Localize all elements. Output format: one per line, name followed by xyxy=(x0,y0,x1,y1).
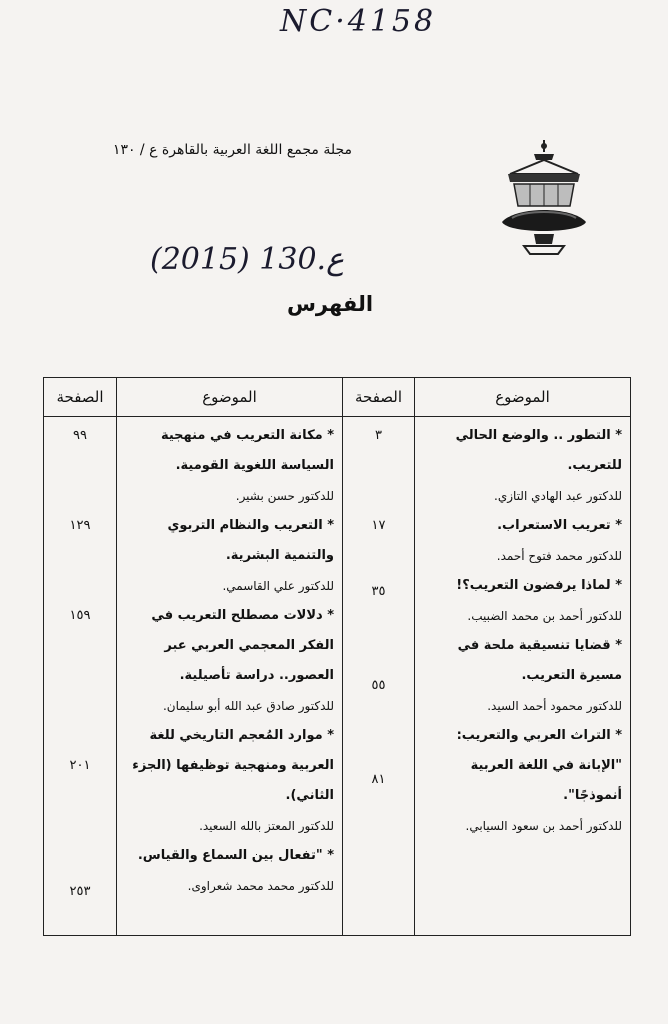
table-header-row xyxy=(44,378,631,417)
entry-title: * "تفعال بين السماع والقياس. xyxy=(137,848,334,863)
entry-author: للدكتور محمود أحمد السيد. xyxy=(487,699,622,713)
entry-title: * التطور .. والوضع الحالي للتعريب. xyxy=(455,428,622,473)
entry-author: للدكتور أحمد بن محمد الضبيب. xyxy=(467,609,622,623)
entry-title: * التعريب والنظام التربوي والتنمية البشرية. xyxy=(167,518,334,563)
entry-author: للدكتور صادق عبد الله أبو سليمان. xyxy=(162,699,334,713)
page-number: ٣ xyxy=(375,428,382,443)
page-number: ٨١ xyxy=(371,772,386,787)
entry-author: للدكتور حسن بشير. xyxy=(235,489,334,503)
toc-entry xyxy=(117,841,342,901)
entry-author: للدكتور عبد الهادي التازي. xyxy=(494,489,622,503)
toc-entry xyxy=(117,601,342,721)
toc-entry xyxy=(415,511,630,571)
page-number: ٢٠١ xyxy=(69,758,91,773)
page-title: الفهرس xyxy=(286,292,374,316)
entry-title: * تعريب الاستعراب. xyxy=(497,518,622,533)
entry-author: للدكتور محمد محمد شعراوى. xyxy=(187,879,334,893)
page-number: ٩٩ xyxy=(73,428,87,443)
toc-entry xyxy=(415,631,630,721)
entry-title: * دلالات مصطلح التعريب في الفكر المعجمي العربي عبر العصور.. دراسة تأصيلية. xyxy=(151,608,334,683)
entry-title: * قضايا تنسيقية ملحة في مسيرة التعريب. xyxy=(457,638,622,683)
toc-entry xyxy=(415,721,630,841)
toc-entry xyxy=(117,417,342,511)
entry-author: للدكتور محمد فتوح أحمد. xyxy=(496,549,622,563)
entry-author: للدكتور المعتز بالله السعيد. xyxy=(199,819,334,833)
handwritten-issue-note: (2015) 130.ع xyxy=(150,242,344,277)
pages-left-cell xyxy=(44,417,117,936)
table-body-row xyxy=(44,417,631,936)
header-topic-right: الموضوع xyxy=(415,378,631,417)
page-number: ٣٥ xyxy=(371,584,386,599)
entry-author: للدكتور علي القاسمي. xyxy=(222,579,334,593)
page-number: ٢٥٣ xyxy=(69,884,91,899)
header-page-left: الصفحة xyxy=(44,378,117,417)
toc-entry xyxy=(415,571,630,631)
header-page-right: الصفحة xyxy=(343,378,415,417)
contents-table xyxy=(43,377,631,936)
entry-title: * التراث العربي والتعريب: "الإبانة في اللغة العربية أنموذجًا". xyxy=(456,728,622,803)
page-number: ١٥٩ xyxy=(69,608,91,623)
page-number: ١٢٩ xyxy=(69,518,91,533)
pages-right-cell xyxy=(343,417,415,936)
entry-title: * موارد المُعجم التاريخي للغة العربية ومنهجية توظيفها (الجزء الثاني). xyxy=(132,728,334,803)
entry-author: للدكتور أحمد بن سعود السيابي. xyxy=(465,819,622,833)
journal-title: مجلة مجمع اللغة العربية بالقاهرة ع / ١٣٠ xyxy=(112,142,352,158)
toc-entry xyxy=(415,417,630,511)
entry-title: * لماذا يرفضون التعريب؟! xyxy=(456,578,622,593)
page-number: ١٧ xyxy=(371,518,386,533)
toc-entry xyxy=(117,511,342,601)
page-number: ٥٥ xyxy=(371,678,386,693)
topics-right-cell xyxy=(415,417,631,936)
academy-logo-icon xyxy=(496,138,592,262)
entry-title: * مكانة التعريب في منهجية السياسة اللغوية القومية. xyxy=(160,428,334,473)
topics-left-cell xyxy=(117,417,343,936)
header-topic-left: الموضوع xyxy=(117,378,343,417)
handwritten-code: NC·4158 xyxy=(280,4,437,39)
toc-entry xyxy=(117,721,342,841)
